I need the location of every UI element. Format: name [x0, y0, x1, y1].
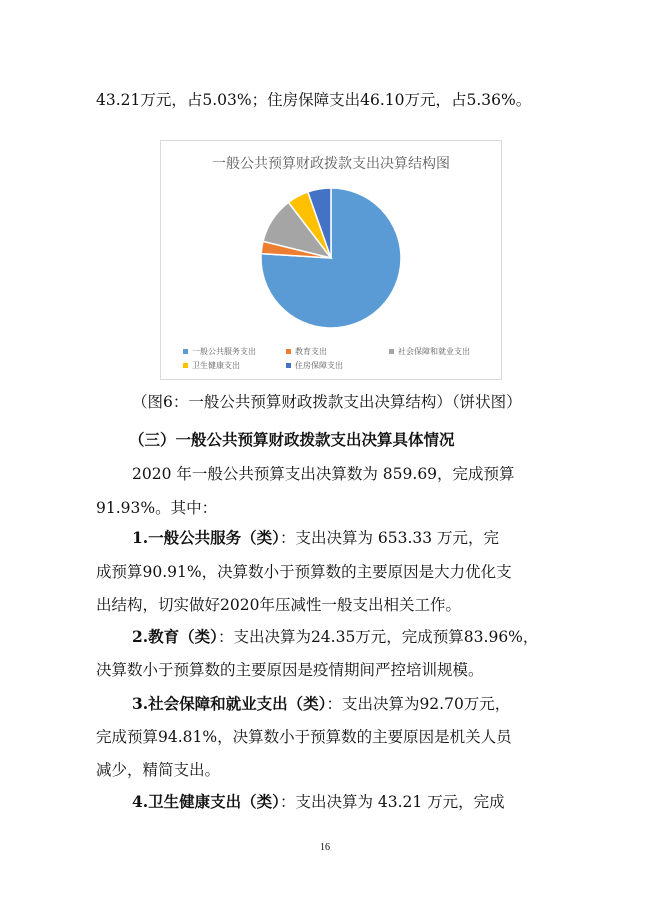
legend-item-2	[389, 346, 470, 357]
legend-label: 卫生健康支出	[192, 361, 240, 370]
item-3-line-1	[132, 694, 592, 714]
item-text: ：支出决算为 653.33 万元，完	[279, 529, 500, 547]
legend-swatch	[286, 363, 291, 368]
item-text: ：支出决算为92.70万元，	[326, 695, 511, 713]
legend-swatch	[389, 349, 394, 354]
legend-swatch	[286, 349, 291, 354]
figure-caption: （图6：一般公共预算财政拨款支出决算结构）（饼状图）	[132, 393, 522, 411]
item-2-line-1	[132, 627, 592, 647]
item-2-line-2: 决算数小于预算数的主要原因是疫情期间严控培训规模。	[96, 661, 484, 679]
legend-swatch	[183, 363, 188, 368]
item-label: 4.卫生健康支出（类）	[132, 792, 280, 811]
legend-label: 社会保障和就业支出	[398, 347, 470, 356]
item-3-line-3: 减少，精简支出。	[96, 761, 221, 779]
legend-item-0	[183, 346, 256, 357]
chart-title: 一般公共预算财政拨款支出决算结构图	[212, 156, 450, 172]
item-1-line-3: 出结构，切实做好2020年压减性一般支出相关工作。	[96, 596, 461, 614]
para-intro-line-1: 2020 年一般公共预算支出决算数为 859.69，完成预算	[132, 465, 515, 483]
pie-chart	[160, 140, 502, 380]
legend-label: 一般公共服务支出	[192, 347, 256, 356]
item-4-line-1	[132, 792, 592, 812]
para-intro-line-2: 91.93%。其中：	[96, 499, 218, 517]
item-label: 3.社会保障和就业支出（类）	[132, 694, 327, 713]
pie-svg	[161, 141, 501, 379]
item-label: 2.教育（类）	[132, 627, 218, 646]
item-3-line-2: 完成预算94.81%，决算数小于预算数的主要原因是机关人员	[96, 728, 512, 746]
legend-label: 住房保障支出	[295, 361, 343, 370]
legend-swatch	[183, 349, 188, 354]
item-text: ：支出决算为 43.21 万元，完成	[279, 793, 505, 811]
item-label: 1.一般公共服务（类）	[132, 528, 280, 547]
text-line-top: 43.21万元，占5.03%；住房保障支出46.10万元，占5.36%。	[96, 91, 532, 109]
page-number: 16	[320, 842, 330, 853]
item-text: ：支出决算为24.35万元，完成预算83.96%，	[217, 628, 539, 646]
item-1-line-2: 成预算90.91%，决算数小于预算数的主要原因是大力优化支	[96, 563, 512, 581]
legend-item-4	[286, 360, 343, 371]
legend-label: 教育支出	[295, 347, 327, 356]
legend-item-3	[183, 360, 240, 371]
item-1-line-1	[132, 528, 592, 548]
legend-item-1	[286, 346, 327, 357]
section-heading: （三）一般公共预算财政拨款支出决算具体情况	[129, 430, 455, 449]
